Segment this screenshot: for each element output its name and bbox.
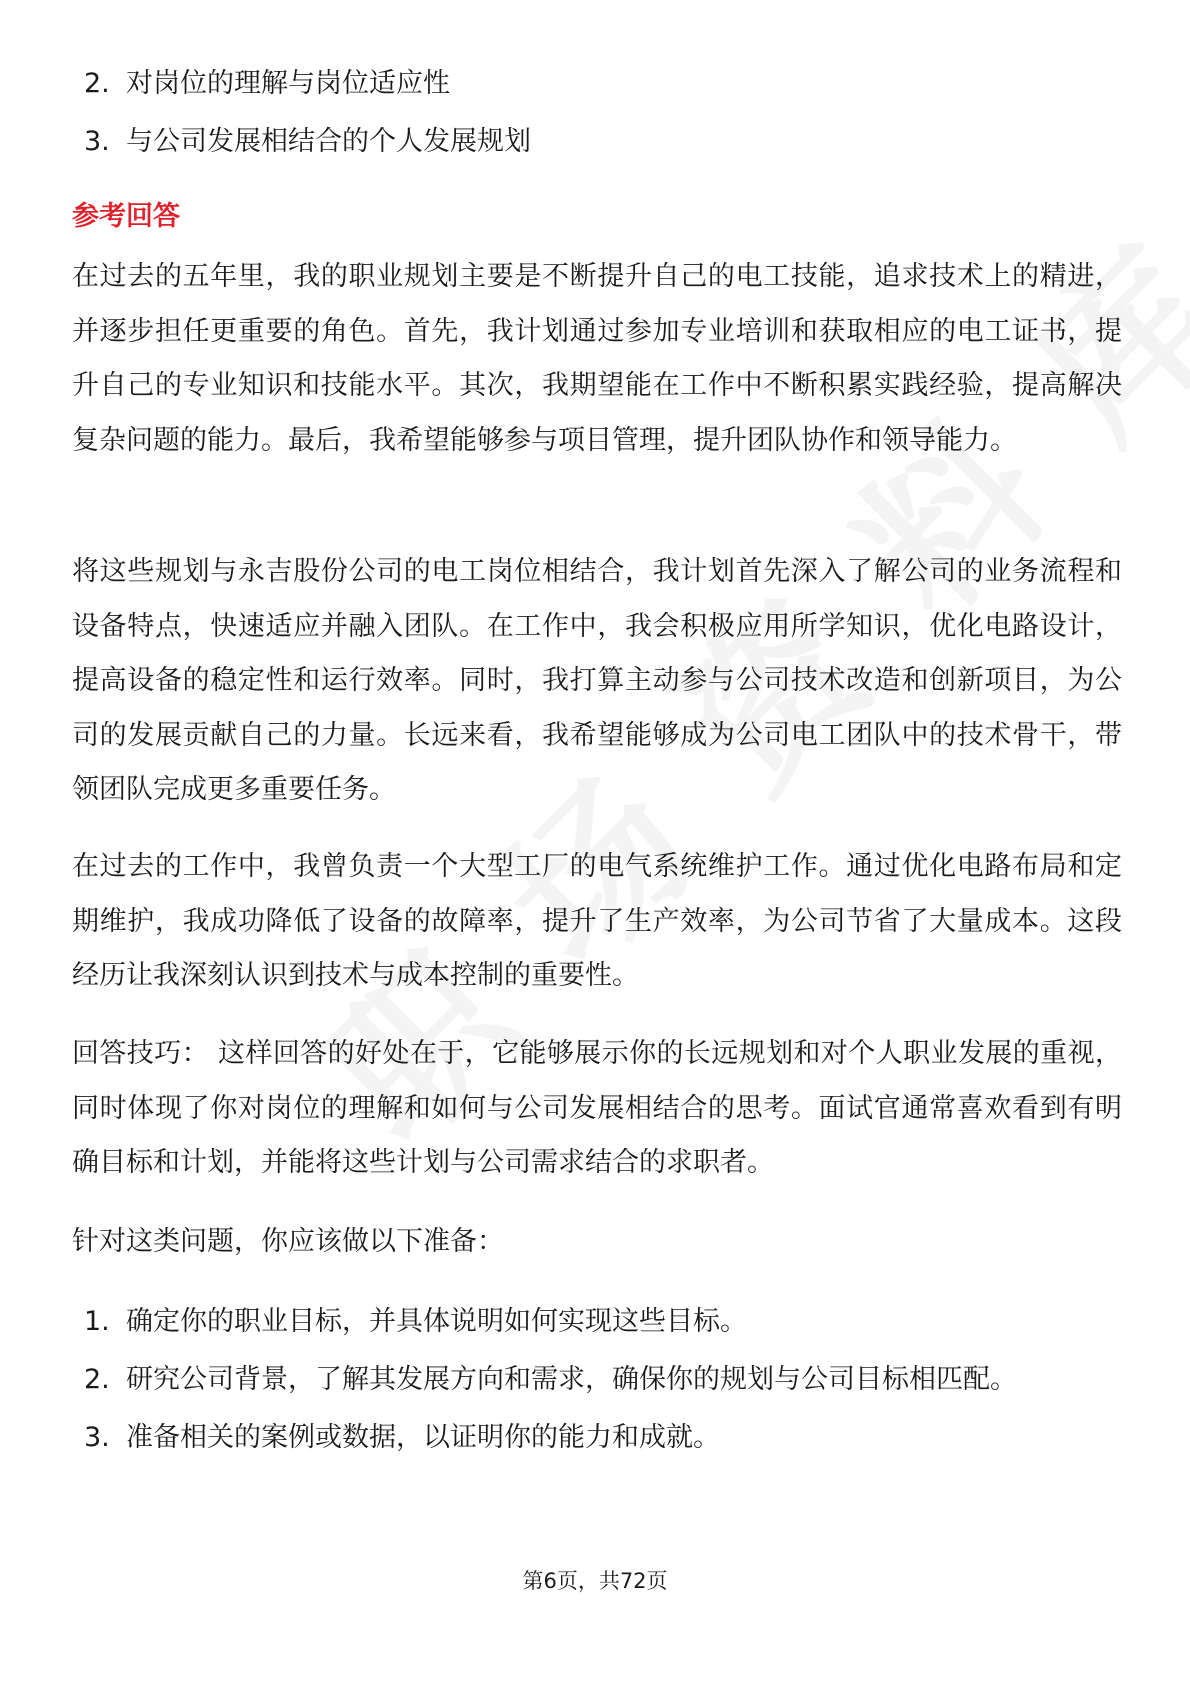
list-item-number: 3. <box>84 1422 110 1453</box>
list-item-number: 3. <box>84 126 110 157</box>
list-item-text: 研究公司背景，了解其发展方向和需求，确保你的规划与公司目标相匹配。 <box>126 1364 1017 1395</box>
list-item <box>84 1412 1114 1470</box>
list-item-number: 2. <box>84 1364 110 1395</box>
answer-paragraph-2: 将这些规划与永吉股份公司的电工岗位相结合，我计划首先深入了解公司的业务流程和设备特点，快速适应并融入团队。在工作中，我会积极应用所学知识，优化电路设计，提高设备的稳定性和运行效率。同时，我打算主动参与公司技术改造和创新项目，为公司的发展贡献自己的力量。长远来看，我希望能够成为公司电工团队中的技术骨干，带领团队完成更多重要任务。 <box>72 556 1122 805</box>
prep-intro: 针对这类问题，你应该做以下准备： <box>72 1226 504 1257</box>
list-item-text: 确定你的职业目标，并具体说明如何实现这些目标。 <box>126 1306 747 1337</box>
list-item-number: 1. <box>84 1306 110 1337</box>
list-item-number: 2. <box>84 68 110 99</box>
answer-paragraph-1: 在过去的五年里，我的职业规划主要是不断提升自己的电工技能，追求技术上的精进，并逐步担任更重要的角色。首先，我计划通过参加专业培训和获取相应的电工证书，提升自己的专业知识和技能水平。其次，我期望能在工作中不断积累实践经验，提高解决复杂问题的能力。最后，我希望能够参与项目管理，提升团队协作和领导能力。 <box>72 261 1122 456</box>
list-item <box>84 116 1114 174</box>
answer-paragraph-3: 在过去的工作中，我曾负责一个大型工厂的电气系统维护工作。通过优化电路布局和定期维护，我成功降低了设备的故障率，提升了生产效率，为公司节省了大量成本。这段经历让我深刻认识到技术与成本控制的重要性。 <box>72 851 1122 991</box>
list-item <box>84 1296 1114 1354</box>
list-item <box>84 1354 1114 1412</box>
list-item-text: 对岗位的理解与岗位适应性 <box>126 68 450 99</box>
list-item-text: 准备相关的案例或数据，以证明你的能力和成就。 <box>126 1422 720 1453</box>
prep-list <box>84 1296 1114 1470</box>
criteria-list <box>84 58 1114 174</box>
page-footer: 第6页，共72页 <box>522 1569 668 1593</box>
tips-paragraph: 回答技巧： 这样回答的好处在于，它能够展示你的长远规划和对个人职业发展的重视，同时体现了你对岗位的理解和如何与公司发展相结合的思考。面试官通常喜欢看到有明确目标和计划，并能将这些计划与公司需求结合的求职者。 <box>72 1038 1122 1178</box>
list-item <box>84 58 1114 116</box>
list-item-text: 与公司发展相结合的个人发展规划 <box>126 126 531 157</box>
section-title: 参考回答 <box>72 201 180 232</box>
